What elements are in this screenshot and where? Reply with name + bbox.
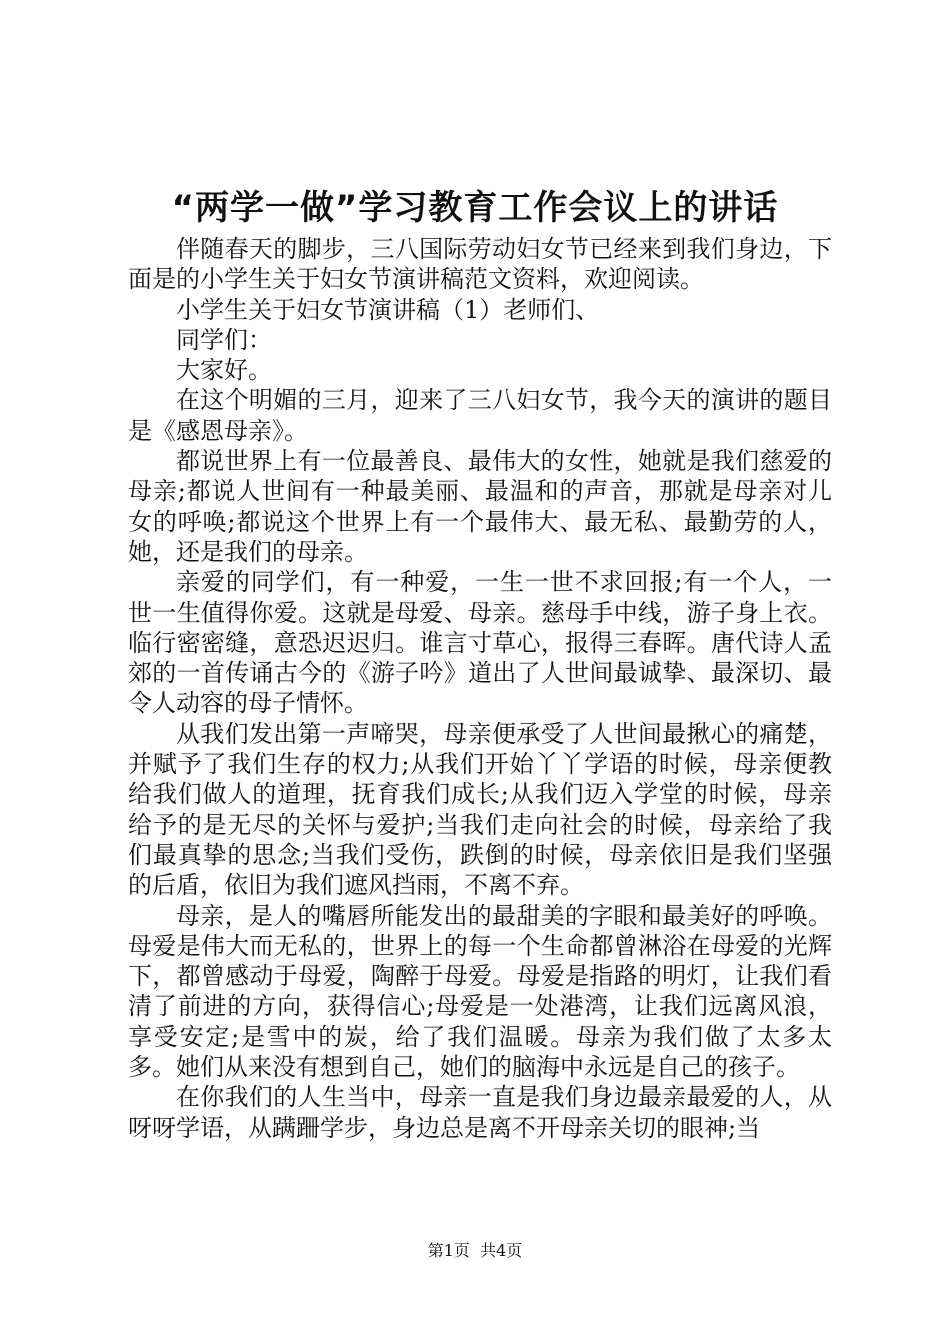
paragraph-7: 亲爱的同学们，有一种爱，一生一世不求回报;有一个人，一世一生值得你爱。这就是母爱、母亲。慈母手中线，游子身上衣。临行密密缝，意恐迟迟归。谁言寸草心，报得三春晖。唐代诗人孟郊的一首传诵古今的《游子吟》道出了人世间最诚挚、最深切、最令人动容的母子情怀。 bbox=[128, 568, 832, 718]
paragraph-1: 伴随春天的脚步，三八国际劳动妇女节已经来到我们身边，下面是的小学生关于妇女节演讲稿范文资料，欢迎阅读。 bbox=[128, 235, 832, 294]
page-footer bbox=[0, 1240, 950, 1262]
paragraph-10: 在你我们的人生当中，母亲一直是我们身边最亲最爱的人，从呀呀学语，从蹒跚学步，身边总是离不开母亲关切的眼神;当 bbox=[128, 1083, 832, 1142]
paragraph-4: 大家好。 bbox=[176, 356, 272, 385]
paragraph-2: 小学生关于妇女节演讲稿（1）老师们、 bbox=[176, 295, 600, 324]
paragraph-3: 同学们： bbox=[176, 325, 272, 354]
paragraph-6: 都说世界上有一位最善良、最伟大的女性，她就是我们慈爱的母亲;都说人世间有一种最美丽、最温和的声音，那就是母亲对儿女的呼唤;都说这个世界上有一个最伟大、最无私、最勤劳的人，她，还是我们的母亲。 bbox=[128, 447, 832, 566]
paragraph-9: 母亲，是人的嘴唇所能发出的最甜美的字眼和最美好的呼唤。母爱是伟大而无私的，世界上的每一个生命都曾淋浴在母爱的光辉下，都曾感动于母爱，陶醉于母爱。母爱是指路的明灯，让我们看清了前进的方向，获得信心;母爱是一处港湾，让我们远离风浪，享受安定;是雪中的炭，给了我们温暖。母亲为我们做了太多太多。她们从来没有想到自己，她们的脑海中永远是自己的孩子。 bbox=[128, 901, 832, 1082]
document-title: “两学一做”学习教育工作会议上的讲话 bbox=[171, 188, 779, 228]
page-number: 第1页 bbox=[427, 1241, 470, 1260]
paragraph-8: 从我们发出第一声啼哭，母亲便承受了人世间最揪心的痛楚，并赋予了我们生存的权力;从我们开始丫丫学语的时候，母亲便教给我们做人的道理，抚育我们成长;从我们迈入学堂的时候，母亲给予的是无尽的关怀与爱护;当我们走向社会的时候，母亲给了我们最真挚的思念;当我们受伤，跌倒的时候，母亲依旧是我们坚强的后盾，依旧为我们遮风挡雨，不离不弃。 bbox=[128, 719, 832, 900]
page-total: 共4页 bbox=[480, 1241, 523, 1260]
document-body bbox=[128, 234, 832, 1143]
paragraph-5: 在这个明媚的三月，迎来了三八妇女节，我今天的演讲的题目是《感恩母亲》。 bbox=[128, 386, 832, 445]
